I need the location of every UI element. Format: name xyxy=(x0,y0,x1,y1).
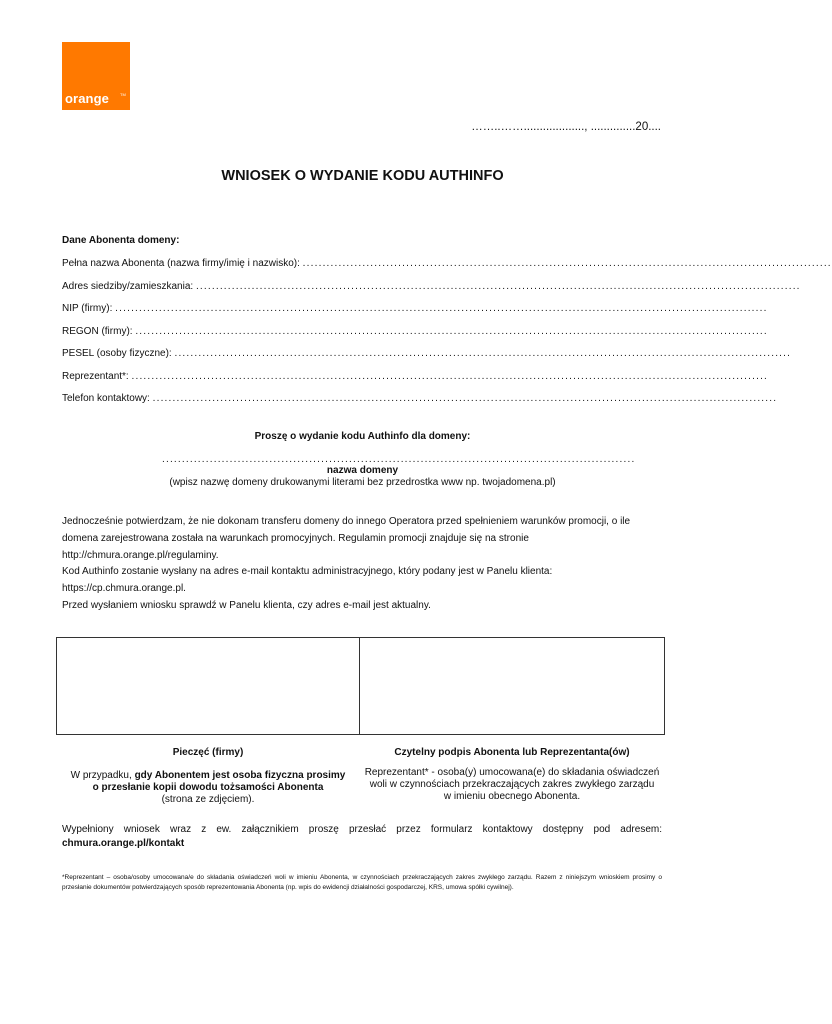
field-dots: ............................................................................................................................................................. xyxy=(152,393,778,404)
field-label: Telefon kontaktowy: xyxy=(62,393,150,404)
field-address[interactable] xyxy=(62,281,801,292)
footer-link[interactable]: chmura.orange.pl/kontakt xyxy=(62,838,185,849)
field-pesel[interactable] xyxy=(62,348,792,359)
page-title: WNIOSEK O WYDANIE KODU AUTHINFO xyxy=(221,168,504,184)
field-nip[interactable] xyxy=(62,303,768,314)
field-dots: ........................................................................................................................................................... xyxy=(174,348,792,359)
stamp-note xyxy=(56,770,360,806)
field-dots: ..................................................................................................................................... xyxy=(302,258,832,269)
field-label: Adres siedziby/zamieszkania: xyxy=(62,281,194,292)
orange-logo xyxy=(62,42,130,110)
stamp-note-bold: gdy Abonentem jest osoba fizyczna prosimy xyxy=(134,770,346,781)
stamp-note-bold-2: o przesłanie kopii dowodu tożsamości Abonenta xyxy=(92,782,324,793)
field-dots: ............................................................................................................................................................... xyxy=(135,326,768,337)
stamp-caption: Pieczęć (firmy) xyxy=(172,747,244,758)
domain-name-label: nazwa domeny xyxy=(326,465,399,476)
representative-note-1: Reprezentant* - osoba(y) umocowana(e) do składania oświadczeń xyxy=(364,767,660,778)
field-dots: .................................................................................................................................................................... xyxy=(115,303,768,314)
field-label: Reprezentant*: xyxy=(62,371,129,382)
signature-caption: Czytelny podpis Abonenta lub Reprezentanta(ów) xyxy=(394,747,630,758)
stamp-note-end: (strona ze zdjęciem). xyxy=(161,794,255,805)
date-line: ……..……..................., ..............20.... xyxy=(471,121,661,133)
subscriber-heading: Dane Abonenta domeny: xyxy=(62,235,180,246)
domain-request-heading: Proszę o wydanie kodu Authinfo dla domeny: xyxy=(254,431,471,442)
domain-name-hint: (wpisz nazwę domeny drukowanymi literami bez przedrostka www np. twojadomena.pl) xyxy=(169,477,556,488)
representative-note xyxy=(359,767,665,803)
field-representative[interactable] xyxy=(62,371,769,382)
footer-instructions xyxy=(62,823,662,851)
promo-paragraph: Jednocześnie potwierdzam, że nie dokonam transferu domeny do innego Operatora przed spełnieniem warunków promocji, o ile domena zarejestrowana została na warunkach promocyjnych. Regulamin promocji znajduje się na stronie http://chmura.orange.pl/regulaminy. xyxy=(62,516,631,561)
field-dots: ........................................................................................................................................................ xyxy=(195,281,801,292)
logo-tm: TM xyxy=(120,92,126,97)
stamp-note-text: W przypadku, xyxy=(70,770,135,781)
authinfo-line-3: Przed wysłaniem wniosku sprawdź w Panelu klienta, czy adres e-mail jest aktualny. xyxy=(62,600,431,611)
representative-note-2: woli w czynnościach przekraczających zakres zwykłego zarządu xyxy=(369,779,655,790)
field-label: NIP (firmy): xyxy=(62,303,113,314)
field-label: REGON (firmy): xyxy=(62,326,133,337)
representative-note-3: w imieniu obecnego Abonenta. xyxy=(443,791,581,802)
footnote: *Reprezentant – osoba/osoby umocowana/e do składania oświadczeń woli w imieniu Abonenta, w czynnościach przekraczających zakres zwykłego zarządu. Razem z niniejszym wnioskiem prosimy o przesłanie dokumentów potwierdzających sposób reprezentowania Abonenta (np. wpis do ewidencji działalności gospodarczej, KRS, umowa spółki cywilnej). xyxy=(62,874,662,891)
signature-box[interactable] xyxy=(359,637,665,735)
authinfo-line-2: https://cp.chmura.orange.pl. xyxy=(62,583,186,594)
authinfo-line-1: Kod Authinfo zostanie wysłany na adres e-mail kontaktu administracyjnego, który podany jest w Panelu klienta: xyxy=(62,566,553,577)
domain-name-input[interactable]: ....................................................................................................................... xyxy=(162,454,636,465)
field-dots: ................................................................................................................................................................ xyxy=(131,371,769,382)
authinfo-paragraph xyxy=(62,563,662,614)
logo-text: orange xyxy=(65,91,109,106)
stamp-box[interactable] xyxy=(56,637,360,735)
field-full-name[interactable] xyxy=(62,258,832,269)
field-regon[interactable] xyxy=(62,326,768,337)
field-phone[interactable] xyxy=(62,393,778,404)
field-label: Pełna nazwa Abonenta (nazwa firmy/imię i nazwisko): xyxy=(62,258,300,269)
footer-text: Wypełniony wniosek wraz z ew. załącznikiem proszę przesłać przez formularz kontaktowy dostępny pod adresem: xyxy=(62,824,662,835)
field-label: PESEL (osoby fizyczne): xyxy=(62,348,172,359)
